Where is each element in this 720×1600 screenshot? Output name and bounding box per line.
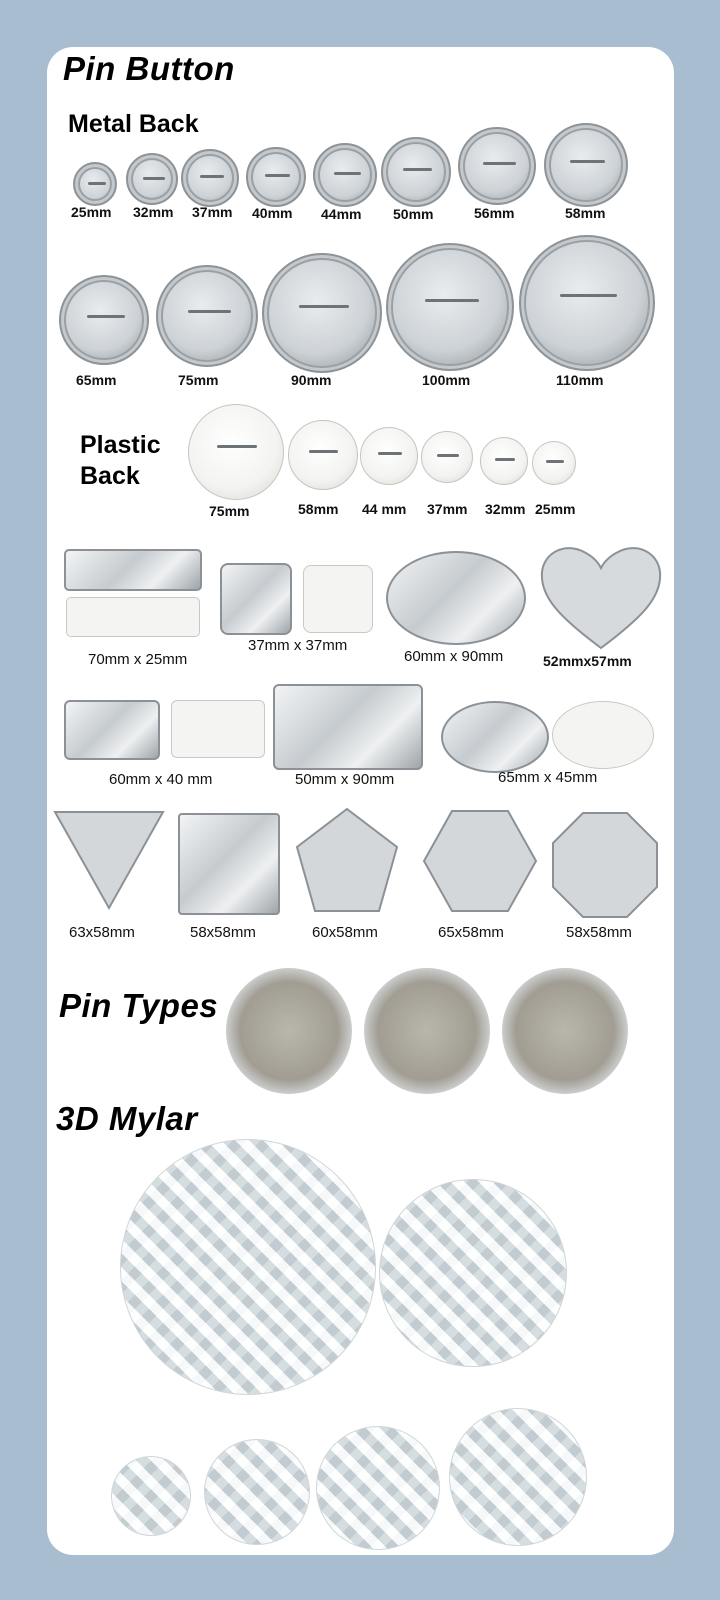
pin-bar xyxy=(188,310,231,313)
size-label: 63x58mm xyxy=(69,924,135,941)
pin-bar xyxy=(546,460,564,463)
size-label: 37mm x 37mm xyxy=(248,637,348,654)
metal-button-56mm xyxy=(458,127,536,205)
pin-bar xyxy=(495,458,515,461)
size-label: 25mm xyxy=(535,501,576,517)
metal-button-40mm xyxy=(246,147,306,207)
plastic-back-heading-line2: Back xyxy=(80,462,140,490)
size-label: 37mm xyxy=(192,204,233,220)
pin-bar xyxy=(217,445,257,448)
metal-button-90mm xyxy=(262,253,382,373)
size-label: 50mm xyxy=(393,206,434,222)
size-label: 56mm xyxy=(474,205,515,221)
oval-plastic-back xyxy=(552,701,654,769)
mylar-sheet-small xyxy=(112,1457,190,1535)
metal-button-44mm xyxy=(313,143,377,207)
size-label: 60mm x 40 mm xyxy=(109,771,213,788)
pin-bar xyxy=(200,175,224,178)
pin-bar xyxy=(143,177,165,180)
square-metal-back xyxy=(220,563,292,635)
size-label: 50mm x 90mm xyxy=(295,771,395,788)
size-label: 90mm xyxy=(291,372,332,388)
rectangle-plastic-back xyxy=(171,700,265,758)
rectangle-plastic-back xyxy=(66,597,200,637)
plastic-button-75mm xyxy=(188,404,284,500)
size-label: 44 mm xyxy=(362,501,407,517)
metal-button-50mm xyxy=(381,137,451,207)
mylar-sheet-small xyxy=(317,1427,439,1549)
catalog-card xyxy=(47,47,674,1555)
pin-bar xyxy=(309,450,338,453)
plastic-button-58mm xyxy=(288,420,358,490)
plastic-back-heading xyxy=(80,430,161,492)
triangle-metal-back xyxy=(53,810,165,910)
pin-bar xyxy=(403,168,432,171)
metal-button-75mm xyxy=(156,265,258,367)
mylar-heading: 3D Mylar xyxy=(56,1100,198,1137)
metal-back-heading: Metal Back xyxy=(68,110,199,138)
size-label: 58x58mm xyxy=(566,924,632,941)
size-label: 65x58mm xyxy=(438,924,504,941)
pin-bar xyxy=(437,454,459,457)
pin-bar xyxy=(299,305,349,308)
mylar-sheet-small xyxy=(205,1440,309,1544)
metal-button-37mm xyxy=(181,149,239,207)
pin-bar xyxy=(265,174,290,177)
mylar-sheet-medium xyxy=(380,1180,566,1366)
size-label: 58mm xyxy=(565,205,606,221)
size-label: 52mmx57mm xyxy=(543,653,632,669)
size-label: 70mm x 25mm xyxy=(88,651,188,668)
size-label: 44mm xyxy=(321,206,362,222)
mylar-sheet-small xyxy=(450,1409,586,1545)
plastic-button-25mm xyxy=(532,441,576,485)
pin-bar xyxy=(570,160,605,163)
size-label: 75mm xyxy=(178,372,219,388)
pin-bar xyxy=(425,299,479,302)
size-label: 32mm xyxy=(133,204,174,220)
pin-bar xyxy=(87,315,125,318)
oval-metal-back xyxy=(441,701,549,773)
pin-type-safety-pin xyxy=(226,968,352,1094)
rectangle-metal-back xyxy=(64,549,202,591)
metal-button-100mm xyxy=(386,243,514,371)
pin-type-spring-pin xyxy=(502,968,628,1094)
metal-button-58mm xyxy=(544,123,628,207)
size-label: 65mm xyxy=(76,372,117,388)
pin-bar xyxy=(88,182,106,185)
size-label: 37mm xyxy=(427,501,468,517)
size-label: 65mm x 45mm xyxy=(498,769,598,786)
size-label: 60x58mm xyxy=(312,924,378,941)
size-label: 32mm xyxy=(485,501,526,517)
hexagon-metal-back xyxy=(422,809,538,913)
pin-type-welded-pin xyxy=(364,968,490,1094)
mylar-sheet-large xyxy=(121,1140,375,1394)
pin-types-heading: Pin Types xyxy=(59,987,219,1024)
metal-button-25mm xyxy=(73,162,117,206)
plastic-button-37mm xyxy=(421,431,473,483)
octagon-metal-back xyxy=(551,811,659,919)
rectangle-metal-back-large xyxy=(273,684,423,770)
plastic-button-44mm xyxy=(360,427,418,485)
pin-bar xyxy=(334,172,361,175)
pin-bar xyxy=(483,162,516,165)
oval-metal-back xyxy=(386,551,526,645)
plastic-button-32mm xyxy=(480,437,528,485)
pentagon-metal-back xyxy=(295,807,399,913)
metal-button-110mm xyxy=(519,235,655,371)
size-label: 40mm xyxy=(252,205,293,221)
size-label: 110mm xyxy=(556,372,604,388)
pin-bar xyxy=(560,294,617,297)
heart-metal-back xyxy=(538,544,664,650)
size-label: 100mm xyxy=(422,372,471,388)
size-label: 60mm x 90mm xyxy=(404,648,504,665)
page-title: Pin Button xyxy=(63,50,235,87)
rectangle-metal-back xyxy=(64,700,160,760)
size-label: 25mm xyxy=(71,204,112,220)
size-label: 58mm xyxy=(298,501,339,517)
square-metal-back xyxy=(178,813,280,915)
size-label: 58x58mm xyxy=(190,924,256,941)
pin-bar xyxy=(378,452,402,455)
size-label: 75mm xyxy=(209,503,250,519)
square-plastic-back xyxy=(303,565,373,633)
metal-button-65mm xyxy=(59,275,149,365)
metal-button-32mm xyxy=(126,153,178,205)
plastic-back-heading-line1: Plastic xyxy=(80,431,161,459)
